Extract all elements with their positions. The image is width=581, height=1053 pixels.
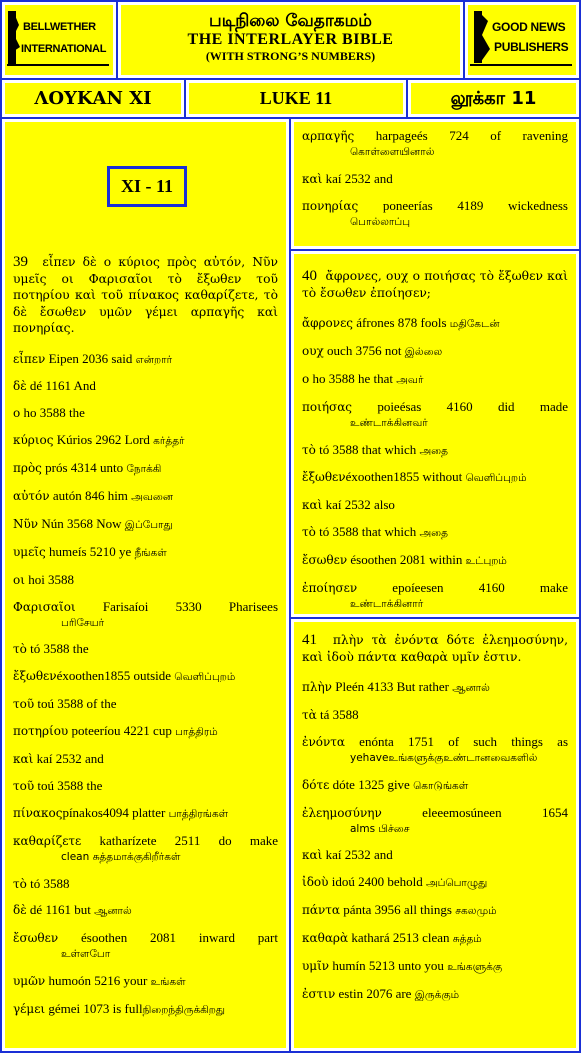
word-entry — [13, 751, 278, 767]
tamil-gloss: வெளிப்புறம் — [174, 671, 236, 684]
word-gloss: pánta 3956 all things — [340, 902, 456, 918]
word-gloss: tó 3588 that which — [315, 441, 420, 457]
greek-word: ἔσωθεν — [13, 931, 59, 946]
word-entry — [302, 958, 568, 975]
word-gloss: pínakos4094 platter — [62, 804, 169, 820]
greek-word: δότε — [302, 777, 330, 792]
word-entry — [302, 343, 568, 360]
tamil-gloss-continued: கொள்ளையினால் — [350, 146, 435, 158]
tamil-gloss: மதிகேடன் — [449, 318, 500, 330]
verse-text: πλὴν τὰ ἐνόντα δότε ἐλεημοσύνην, καὶ ἰδοὺ πάντα καθαρὰ υμῖν ἐστιν. — [302, 633, 568, 664]
tamil-gloss: ஆனால் — [452, 682, 490, 694]
word-entry — [13, 432, 278, 449]
word-entry — [302, 580, 568, 612]
tamil-gloss-continued: clean சுத்தமாக்குகிறீர்கள் — [61, 850, 181, 863]
greek-word: ἐστιν — [302, 986, 336, 1001]
word-gloss: éxoothen1855 without — [345, 469, 466, 485]
word-gloss: dé 1161 And — [26, 378, 96, 394]
greek-word: ἰδοὺ — [302, 875, 329, 890]
greek-word: τὰ — [302, 707, 317, 722]
word-entry — [13, 668, 278, 685]
word-entry — [302, 734, 568, 766]
word-entry — [302, 524, 568, 541]
word-gloss: tó 3588 that which — [315, 524, 420, 540]
word-gloss: humín 5213 unto you — [329, 958, 448, 974]
word-gloss: poneerías 4189 wickedness — [358, 197, 568, 213]
word-entry — [302, 469, 568, 486]
logo-right-line2: PUBLISHERS — [494, 40, 569, 54]
word-gloss: idoú 2400 behold — [328, 874, 426, 890]
tamil-gloss: கர்த்தர் — [153, 435, 185, 448]
word-gloss: éxoothen1855 outside — [56, 668, 175, 684]
word-entry — [13, 778, 278, 794]
word-entry — [302, 847, 568, 863]
greek-word: ἐνόντα — [302, 734, 345, 749]
tamil-gloss: கொடுங்கள் — [413, 779, 469, 792]
word-entry — [302, 442, 568, 459]
word-gloss: dóte 1325 give — [329, 776, 414, 792]
word-entry — [302, 371, 568, 388]
word-entry — [302, 707, 568, 723]
word-entry — [13, 930, 278, 962]
word-gloss: estin 2076 are — [335, 985, 415, 1001]
word-entry — [13, 902, 278, 919]
greek-word: ἔξωθεν — [302, 470, 346, 485]
word-gloss: eleeemosúneen 1654 — [381, 804, 568, 820]
tamil-gloss-continued: பொல்லாப்பு — [350, 215, 411, 228]
word-gloss: kaí 2532 also — [322, 497, 395, 513]
tamil-gloss: அப்பொழுது — [425, 877, 488, 890]
word-entry — [13, 516, 278, 533]
greek-word: τὸ — [13, 876, 27, 891]
tamil-gloss: உட்புறம் — [465, 555, 507, 568]
word-gloss: enónta 1751 of such things as — [345, 733, 568, 749]
word-gloss: kathará 2513 clean — [348, 930, 453, 946]
logo-left-line2: INTERNATIONAL — [21, 43, 107, 55]
word-entry — [302, 497, 568, 513]
right-panel-top — [291, 119, 579, 249]
bellwether-logo-icon — [5, 5, 113, 75]
verse-number: 41 — [302, 632, 317, 648]
tamil-gloss: உங்கள் — [150, 976, 186, 989]
greek-word: ἄφρονες — [302, 316, 354, 330]
tamil-gloss: சுத்தம் — [452, 933, 482, 946]
verse-40 — [302, 268, 568, 301]
word-entry — [13, 378, 278, 394]
tamil-gloss: நீங்கள் — [134, 546, 167, 559]
word-entry — [13, 1001, 278, 1018]
greek-word: δὲ — [13, 903, 27, 918]
word-gloss: dé 1161 but — [26, 902, 95, 918]
title-tamil: படிநிலை வேதாகமம் — [209, 11, 372, 31]
word-entry — [302, 198, 568, 230]
word-gloss: Farisaíoi 5330 Pharisees — [75, 598, 278, 614]
tamil-gloss: நிறைந்திருக்கிறது — [142, 1004, 226, 1017]
word-gloss: Eipen 2036 said — [45, 350, 136, 366]
greek-word: ο — [302, 371, 310, 386]
greek-word: ἔξωθεν — [13, 669, 57, 684]
right-panel-verse-40 — [291, 251, 579, 617]
word-entry — [13, 599, 278, 631]
greek-word: τὸ — [302, 442, 316, 457]
greek-word: πρὸς — [13, 461, 42, 476]
word-gloss: kaí 2532 and — [33, 750, 104, 766]
word-gloss: ouch 3756 not — [323, 342, 405, 358]
greek-word: υμῶν — [13, 974, 46, 989]
tamil-gloss: நோக்கி — [126, 463, 162, 476]
greek-word: ἔσωθεν — [302, 553, 348, 568]
tamil-gloss: அதை — [419, 527, 448, 540]
title-main: THE INTERLAYER BIBLE — [187, 31, 394, 48]
word-gloss: hoi 3588 — [24, 571, 75, 587]
tamil-gloss: உங்களுக்கு — [447, 961, 503, 974]
greek-word: ουχ — [302, 343, 324, 358]
word-gloss: ho 3588 the — [20, 405, 85, 421]
greek-word: τοῦ — [13, 697, 35, 712]
word-entry — [302, 805, 568, 837]
right-panel-verse-41 — [291, 619, 579, 1051]
word-entry — [13, 833, 278, 865]
greek-word: ἐλεημοσύνην — [302, 805, 382, 820]
verse-number: 40 — [302, 268, 317, 284]
tamil-gloss-continued: alms பிச்சை — [350, 822, 410, 835]
word-entry — [302, 902, 568, 919]
word-gloss: tó 3588 — [26, 875, 70, 891]
tamil-gloss-continued: உண்டாக்கினார் — [350, 598, 424, 611]
word-gloss: poieésas 4160 did made — [352, 398, 568, 414]
word-entry — [13, 876, 278, 892]
tamil-gloss: ஆனால் — [94, 905, 132, 918]
word-gloss: poteeríou 4221 cup — [68, 723, 176, 739]
word-gloss: toú 3588 the — [34, 777, 103, 793]
word-gloss: gémei 1073 is full — [45, 1001, 143, 1017]
logo-right-line1: GOOD NEWS — [492, 20, 566, 34]
word-gloss: ésoothen 2081 within — [347, 552, 466, 568]
word-gloss: autón 846 him — [49, 487, 132, 503]
word-entry — [13, 805, 278, 822]
tamil-gloss-continued: உள்ளபோ — [61, 948, 111, 961]
verse-text: ἄφρονες, ουχ ο ποιήσας τὸ ἔξωθεν καὶ τὸ ἔσωθεν ἐποίησεν; — [302, 269, 568, 300]
word-gloss: kaí 2532 and — [322, 170, 393, 186]
title-sub: (WITH STRONG’S NUMBERS) — [205, 49, 376, 63]
verse-number: 39 — [13, 254, 28, 270]
word-entry — [302, 128, 568, 160]
tamil-gloss: பாத்திரம் — [175, 726, 218, 739]
word-entry — [302, 315, 568, 332]
word-list — [302, 128, 568, 230]
word-list — [302, 679, 568, 1003]
greek-word: εἶπεν — [13, 351, 46, 366]
greek-word: καθαρὰ — [302, 931, 349, 946]
word-entry — [13, 641, 278, 657]
verse-41 — [302, 632, 568, 665]
word-gloss: toú 3588 of the — [34, 696, 117, 712]
greek-word: καὶ — [302, 171, 323, 186]
greek-word: πίνακος — [13, 805, 63, 820]
word-entry — [302, 930, 568, 947]
word-entry — [13, 460, 278, 477]
verse-text: εἶπεν δὲ ο κύριος πρὸς αὐτόν, Νῦν υμεῖς οι Φαρισαῖοι τὸ ἔξωθεν τοῦ ποτηρίου καὶ τοῦ πίνακος καθαρίζετε, τὸ δὲ ἔσωθεν υμῶν γέμει αρπαγῆς καὶ πονηρίας. — [13, 255, 278, 335]
word-list — [13, 351, 278, 1019]
word-entry — [13, 723, 278, 740]
greek-word: καθαρίζετε — [13, 833, 82, 848]
greek-word: καὶ — [13, 751, 34, 766]
tamil-gloss: அவனை — [131, 490, 174, 503]
word-gloss: katharízete 2511 do make — [81, 832, 278, 848]
book-greek: ΛΟΥΚΑΝ XI — [2, 80, 184, 117]
word-entry — [302, 874, 568, 891]
greek-word: γέμει — [13, 1002, 46, 1017]
chapter-label: XI - 11 — [107, 166, 187, 207]
left-column — [2, 119, 289, 1051]
greek-word: ἐποίησεν — [302, 581, 358, 596]
word-gloss: epoíeesen 4160 make — [357, 580, 568, 596]
word-entry — [13, 572, 278, 588]
word-entry — [302, 777, 568, 794]
greek-word: υμῖν — [302, 959, 330, 974]
word-entry — [13, 544, 278, 561]
tamil-gloss-continued: yehaveஉங்களுக்குஉண்டானவைகளில் — [350, 751, 538, 764]
word-gloss: humoón 5216 your — [45, 973, 151, 989]
word-list — [302, 315, 568, 612]
tamil-gloss: இருக்கும் — [414, 988, 460, 1001]
logo-bellwether — [2, 2, 116, 78]
word-gloss: prós 4314 unto — [41, 460, 127, 476]
word-gloss: Kúrios 2962 Lord — [53, 432, 154, 448]
word-entry — [302, 171, 568, 187]
tamil-gloss-continued: பரிசேயர் — [61, 616, 105, 629]
tamil-gloss: அதை — [419, 444, 448, 457]
greek-word: τοῦ — [13, 778, 35, 793]
word-gloss: kaí 2532 and — [322, 847, 393, 863]
greek-word: καὶ — [302, 498, 323, 513]
title-box — [118, 2, 463, 78]
word-gloss: Nún 3568 Now — [38, 515, 125, 531]
tamil-gloss: இல்லை — [404, 345, 443, 358]
logo-left-line1: BELLWETHER — [23, 21, 96, 33]
tamil-gloss: சகலமும் — [455, 905, 497, 918]
word-gloss: ésoothen 2081 inward part — [58, 930, 278, 946]
greek-word: τὸ — [302, 525, 316, 540]
greek-word: υμεῖς — [13, 544, 46, 559]
book-english: LUKE 11 — [186, 80, 406, 117]
word-gloss: áfrones 878 fools — [353, 315, 450, 330]
word-gloss: tó 3588 the — [26, 641, 89, 657]
greek-word: δὲ — [13, 379, 27, 394]
greek-word: καὶ — [302, 848, 323, 863]
word-gloss: humeís 5210 ye — [45, 543, 135, 559]
word-entry — [302, 679, 568, 696]
tamil-gloss: என்றார் — [135, 353, 173, 366]
greek-word: αρπαγῆς — [302, 129, 355, 143]
word-entry — [13, 351, 278, 368]
tamil-gloss: இப்போது — [124, 518, 173, 531]
greek-word: κύριος — [13, 433, 54, 448]
word-gloss: tá 3588 — [316, 706, 359, 722]
greek-word: Φαρισαῖοι — [13, 599, 76, 614]
greek-word: πονηρίας — [302, 198, 359, 213]
word-gloss: Pleén 4133 But rather — [331, 679, 453, 694]
tamil-gloss: வெளிப்புறம் — [465, 472, 527, 485]
tamil-gloss-continued: உண்டாக்கினவர் — [350, 416, 428, 429]
greek-word: οι — [13, 572, 25, 587]
word-entry — [302, 399, 568, 431]
greek-word: τὸ — [13, 642, 27, 657]
verse-39 — [13, 254, 278, 337]
book-tamil: லூக்கா 11 — [408, 80, 579, 117]
word-entry — [13, 973, 278, 990]
greek-word: αὐτόν — [13, 488, 50, 503]
word-entry — [13, 405, 278, 421]
word-entry — [13, 696, 278, 712]
greek-word: πλὴν — [302, 680, 332, 694]
word-entry — [302, 552, 568, 569]
tamil-gloss: பாத்திரங்கள் — [168, 807, 229, 820]
greek-word: ο — [13, 406, 21, 421]
greek-word: ποτηρίου — [13, 724, 69, 739]
word-gloss: harpageés 724 of ravening — [354, 128, 568, 143]
word-entry — [302, 986, 568, 1003]
greek-word: Νῦν — [13, 516, 39, 531]
word-entry — [13, 488, 278, 505]
tamil-gloss: அவர் — [396, 373, 424, 386]
logo-good-news — [465, 2, 579, 78]
word-gloss: ho 3588 he that — [309, 370, 397, 386]
greek-word: πάντα — [302, 903, 341, 918]
greek-word: ποιήσας — [302, 399, 353, 414]
